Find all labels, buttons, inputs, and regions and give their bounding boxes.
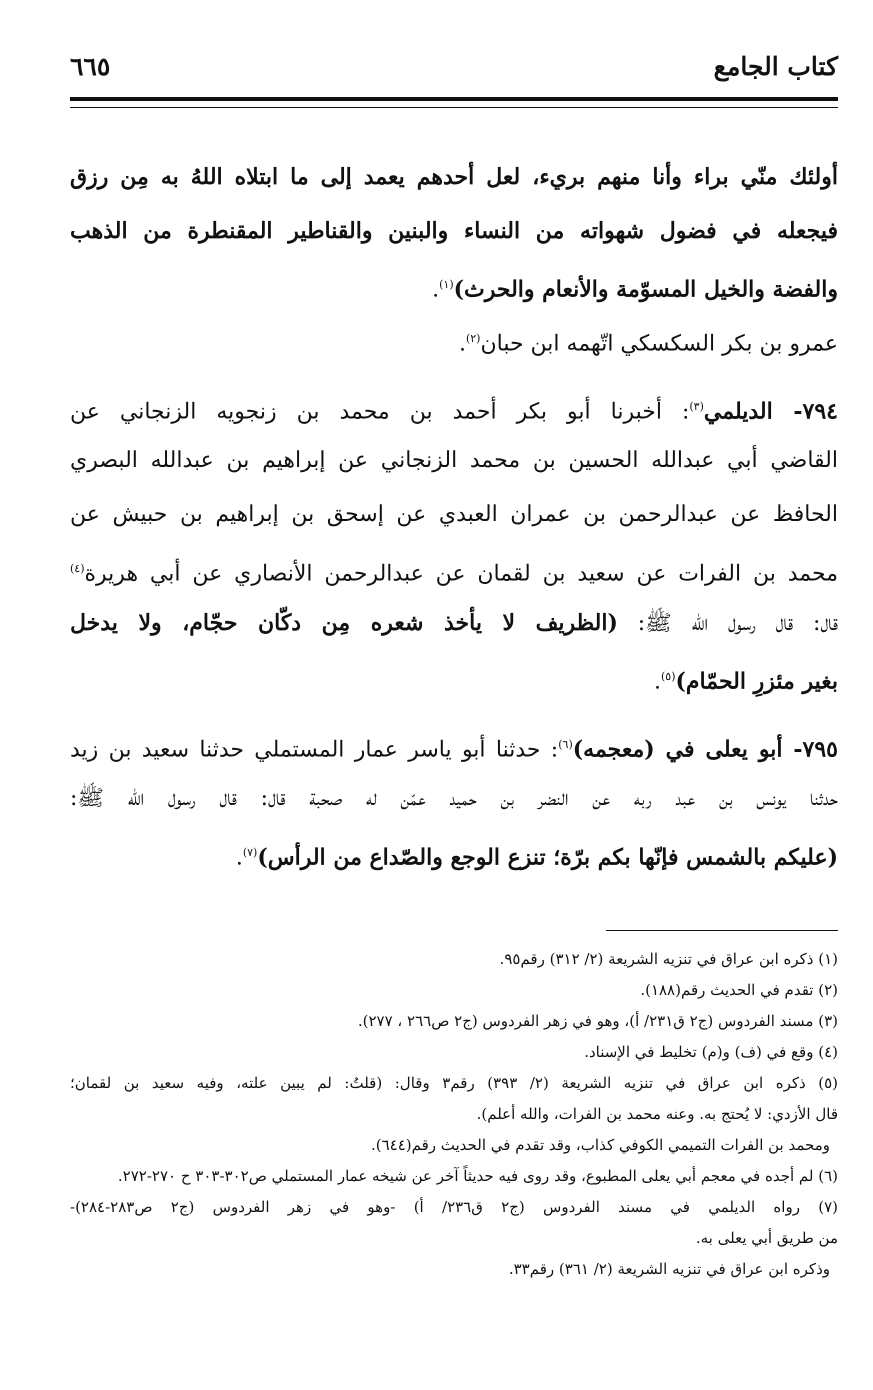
footnote-5: (٥) ذكره ابن عراق في تنزيه الشريعة (٢/ ٣٩٣) رقم٣ وقال: (قلتُ: لم يبين علته، وفيه سعيد بن لقمان؛: [70, 1074, 838, 1092]
text-line: أولئك منّي براء وأنا منهم بريء، لعل أحدهم يعمد إلى ما ابتلاه اللهُ به مِن رزق: [70, 164, 838, 190]
text-line: [70, 542, 838, 596]
page-number: ٦٦٥: [70, 52, 111, 81]
hadith-number-label: ٧٩٥- أبو يعلى في (معجمه): [572, 736, 838, 763]
footnote-marker[interactable]: (٢): [465, 332, 481, 345]
footnote-2: (٢) تقدم في الحديث رقم(١٨٨).: [640, 981, 838, 999]
punctuation: .: [432, 277, 440, 303]
punctuation: .: [653, 669, 661, 695]
footnote-marker[interactable]: (٧): [242, 846, 258, 859]
chapter-title: كتاب الجامع: [713, 52, 838, 81]
footnote-7-continued: وذكره ابن عراق في تنزيه الشريعة (٢/ ٣٦١) رقم٣٣.: [508, 1260, 830, 1278]
narrator-note: عمرو بن بكر السكسكي اتّهمه ابن حبان: [480, 331, 838, 357]
footnote-5-continued: ومحمد بن الفرات التميمي الكوفي كذاب، وقد تقدم في الحديث رقم(٦٤٤).: [370, 1136, 830, 1154]
punctuation: .: [235, 845, 243, 871]
text-line: الحافظ عن عبدالرحمن بن عمران العبدي عن إسحق بن إبراهيم بن حبيش عن: [70, 502, 838, 527]
text-line: فيجعله في فضول شهواته من النساء والبنين والقناطير المقنطرة من الذهب: [70, 218, 838, 244]
footnotes: [70, 944, 838, 1285]
footnote-marker[interactable]: (٣): [689, 400, 704, 413]
header-rule-thin: [70, 107, 838, 108]
isnad-text: : أخبرنا أبو بكر أحمد بن محمد بن زنجويه الزنجاني عن: [70, 399, 690, 425]
text-line: القاضي أبي عبدالله الحسين بن محمد الزنجاني عن إبراهيم بن عبدالله البصري: [70, 448, 838, 473]
text-line: [70, 380, 838, 434]
paragraph-gap: [70, 366, 838, 380]
isnad-text: محمد بن الفرات عن سعيد بن لقمان عن عبدالرحمن الأنصاري عن أبي هريرة: [84, 561, 838, 587]
isnad-text: : حدثنا أبو ياسر عمار المستملي حدثنا سعيد بن زيد: [70, 737, 559, 763]
hadith-text: (عليكم بالشمس فإنّها بكم برّة؛ تنزع الوجع والصّداع من الرأس): [257, 844, 838, 871]
isnad-text: قال: قال رسول الله ﷺ:: [617, 611, 838, 636]
footnote-6: (٦) لم أجده في معجم أبي يعلى المطبوع، وقد روى فيه حديثاً آخر عن شيخه عمار المستملي ص٣٠٢-٣٠٣ ح ٢٧٠-٢٧٢.: [117, 1167, 838, 1185]
text-line: حدثنا يونس بن عبد ربه عن النضر بن حميد عمّن له صحبة قال: قال رسول الله ﷺ:: [70, 786, 838, 811]
paragraph-gap: [70, 704, 838, 718]
punctuation: .: [458, 331, 466, 357]
hadith-number-label: ٧٩٤- الديلمي: [703, 398, 838, 425]
footnote-marker[interactable]: (٦): [558, 738, 573, 751]
footnote-marker[interactable]: (٥): [660, 670, 676, 683]
hadith-text: (الظريف لا يأخذ شعره مِن دكّان حجّام، ولا يدخل: [70, 610, 618, 636]
footnote-1: (١) ذكره ابن عراق في تنزيه الشريعة (٢/ ٣١٢) رقم٩٥.: [499, 950, 838, 968]
running-header: [70, 46, 838, 86]
text-line: [70, 596, 838, 650]
text-line: [70, 718, 838, 772]
footnote-7: (٧) رواه الديلمي في مسند الفردوس (ج٢ ق٢٣٦/ أ) -وهو في زهر الفردوس (ج٢ ص٢٨٣-٢٨٤)-: [70, 1198, 838, 1216]
footnote-4: (٤) وقع في (ف) و(م) تخليط في الإسناد.: [584, 1043, 838, 1061]
hadith-text: والفضة والخيل المسوّمة والأنعام والحرث): [453, 276, 838, 303]
text-line: [70, 826, 838, 880]
text-line: [70, 258, 838, 312]
footnote-marker[interactable]: (٤): [70, 562, 85, 575]
footnote-marker[interactable]: (١): [439, 278, 454, 291]
footnote-7-continued: من طريق أبي يعلى به.: [695, 1229, 838, 1247]
text-line: [70, 650, 838, 704]
footnote-separator: [606, 930, 838, 931]
main-text: [70, 150, 838, 880]
footnote-3: (٣) مسند الفردوس (ج٢ ق٢٣١/ أ)، وهو في زهر الفردوس (ج٢ ص٢٦٦ ، ٢٧٧).: [357, 1012, 838, 1030]
footnote-5-continued: قال الأزدي: لا يُحتج به. وعنه محمد بن الفرات، والله أعلم).: [476, 1105, 838, 1123]
hadith-text: بغير مئزرِ الحمّام): [675, 668, 838, 695]
text-line: [70, 312, 838, 366]
header-rule-thick: [70, 97, 838, 101]
